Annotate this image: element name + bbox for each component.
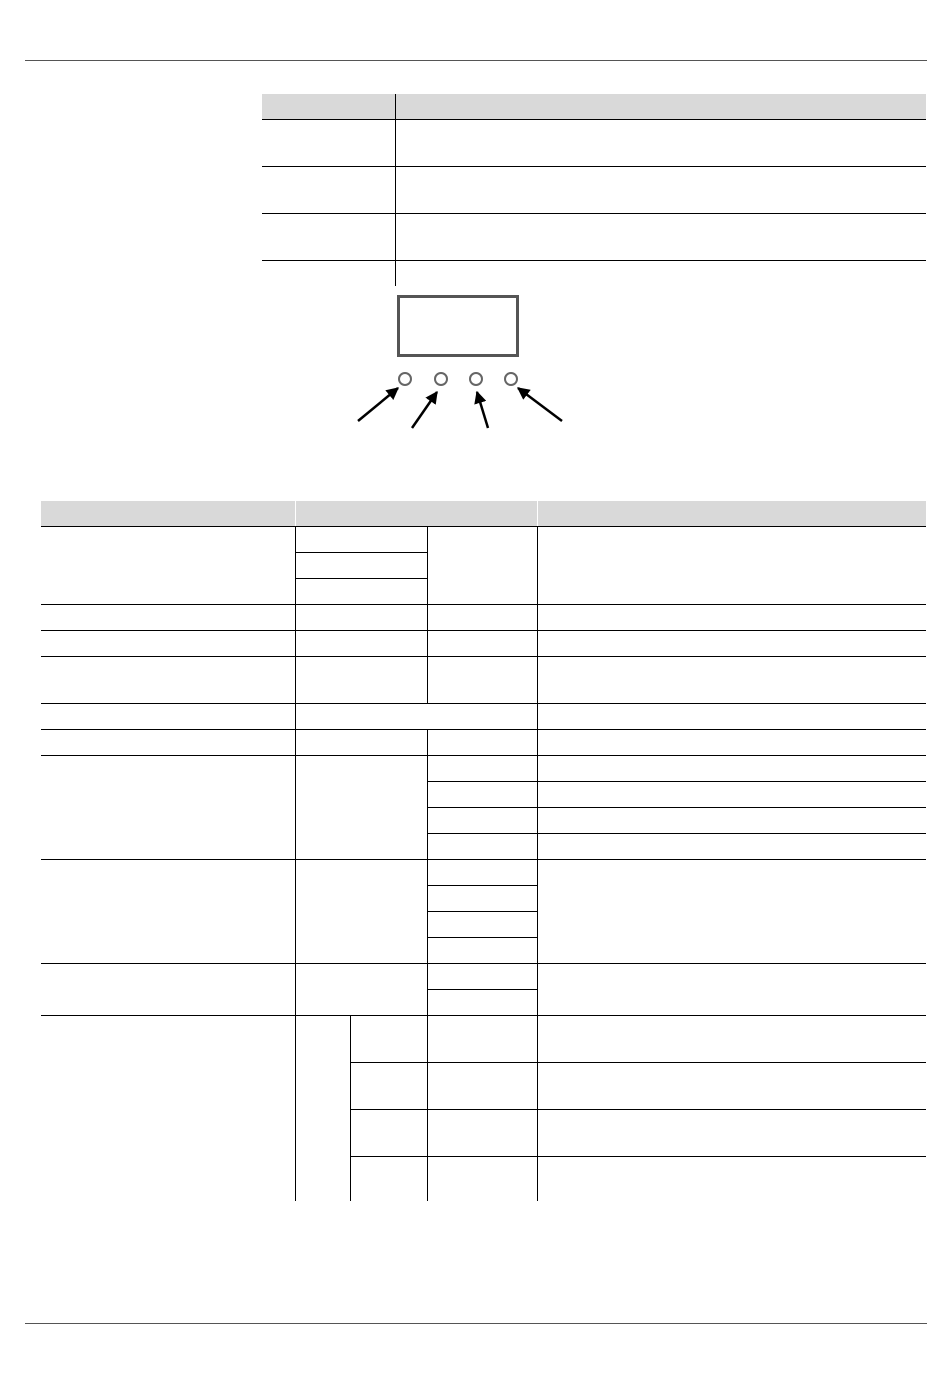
arrow-button-1 [358, 388, 398, 421]
panel-button-3[interactable] [470, 373, 482, 385]
arrow-button-2 [412, 392, 437, 428]
menu-table-header [41, 501, 926, 526]
panel-button-4[interactable] [505, 373, 517, 385]
panel-button-2[interactable] [435, 373, 447, 385]
arrow-button-4 [518, 388, 562, 421]
arrow-button-3 [477, 392, 488, 428]
footer-rule [25, 1323, 927, 1324]
panel-button-1[interactable] [399, 373, 411, 385]
